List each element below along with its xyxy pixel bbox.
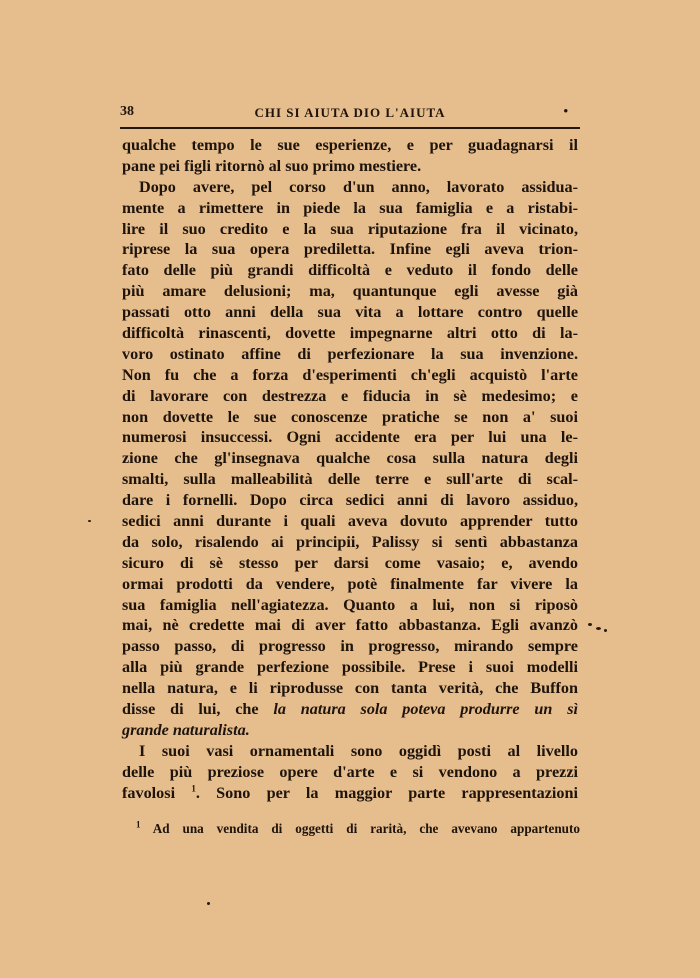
page-number: 38 (120, 104, 134, 119)
ink-speck (88, 520, 91, 522)
ink-speck (596, 627, 601, 630)
text-line: zione che gl'insegnava qualche cosa sulla natura degli (122, 449, 578, 468)
text-line: di lavorare con destrezza e fiducia in sè medesimo; e (122, 386, 578, 405)
text-line: sicuro di sè stesso per darsi come vasaio; e, avendo (122, 553, 578, 572)
footnote-reference: 1 (191, 783, 196, 794)
text-line: pane pei figli ritornò al suo primo mestiere. (122, 156, 422, 175)
text-line: I suoi vasi ornamentali sono oggidì posti al livello (139, 741, 578, 760)
text-line: voro ostinato affine di perfezionare la sua invenzione. (122, 344, 578, 363)
text-line: da solo, risalendo ai principii, Palissy si sentì abbastanza (122, 532, 578, 551)
text-line-start: disse di lui, che (122, 700, 259, 719)
text-line: non dovette le sue conoscenze pratiche se non a' suoi (122, 407, 578, 426)
ink-speck (207, 902, 210, 905)
text-line: difficoltà rinascenti, dovette impegnarne altri otto di la- (122, 324, 578, 343)
ink-speck (604, 629, 607, 632)
text-line: lire il suo credito e la sua riputazione fra il vicinato, (122, 219, 578, 238)
running-title: CHI SI AIUTA DIO L'AIUTA (254, 105, 446, 120)
text-line: ormai prodotti da vendere, potè finalmente far vivere la (122, 574, 578, 593)
ink-speck (588, 623, 592, 626)
text-line: passati otto anni della sua vita a lottare contro quelle (122, 303, 578, 322)
text-line: sua famiglia nell'agiatezza. Quanto a lui, non si riposò (122, 595, 578, 614)
footnote (136, 821, 580, 837)
text-line: mente a rimettere in piede la sua famiglia e a ristabi- (122, 198, 578, 217)
text-line: riprese la sua opera prediletta. Infine egli aveva trion- (122, 240, 578, 259)
header-mark: • (563, 103, 568, 118)
text-line: nella natura, e li riprodusse con tanta verità, che Buffon (122, 679, 578, 698)
footnote-text: Ad una vendita di oggetti di rarità, che avevano appartenuto (152, 821, 580, 836)
text-line: Non fu che a forza d'esperimenti ch'egli acquistò l'arte (122, 365, 578, 384)
text-line: alla più grande perfezione possibile. Prese i suoi modelli (122, 658, 578, 677)
text-line: qualche tempo le sue esperienze, e per guadagnarsi il (122, 136, 578, 154)
text-line: delle più preziose opere d'arte e si vendono a prezzi (122, 762, 578, 781)
text-line: sedici anni durante i quali aveva dovuto apprender tutto (122, 512, 578, 531)
text-line: fato delle più grandi difficoltà e veduto il fondo delle (122, 261, 578, 280)
header-rule (120, 127, 580, 129)
footnote-marker: 1 (136, 819, 141, 830)
italic-quote: la natura sola poteva produrre un sì (273, 700, 579, 719)
running-header (120, 100, 580, 122)
text-line: mai, nè credette mai di aver fatto abbastanza. Egli avanzò (122, 616, 578, 635)
text-line: numerosi insuccessi. Ogni accidente era per lui una le- (122, 428, 578, 447)
body-text (122, 135, 578, 804)
text-line (122, 783, 578, 804)
text-line: smalti, sulla malleabilità delle terre e sull'arte di scal- (122, 470, 578, 489)
text-line (122, 720, 578, 741)
text-line: passo passo, di progresso in progresso, mirando sempre (122, 637, 578, 656)
text-line-end: . Sono per la maggior parte rappresentazioni (195, 783, 579, 802)
text-line: più amare delusioni; ma, quantunque egli avesse già (122, 282, 578, 301)
text-line: Dopo avere, pel corso d'un anno, lavorato assidua- (139, 177, 578, 196)
italic-quote: grande naturalista. (122, 720, 250, 739)
text-line-start: favolosi (122, 783, 176, 802)
text-line (122, 699, 578, 720)
text-line: dare i fornelli. Dopo circa sedici anni di lavoro assiduo, (122, 491, 578, 510)
